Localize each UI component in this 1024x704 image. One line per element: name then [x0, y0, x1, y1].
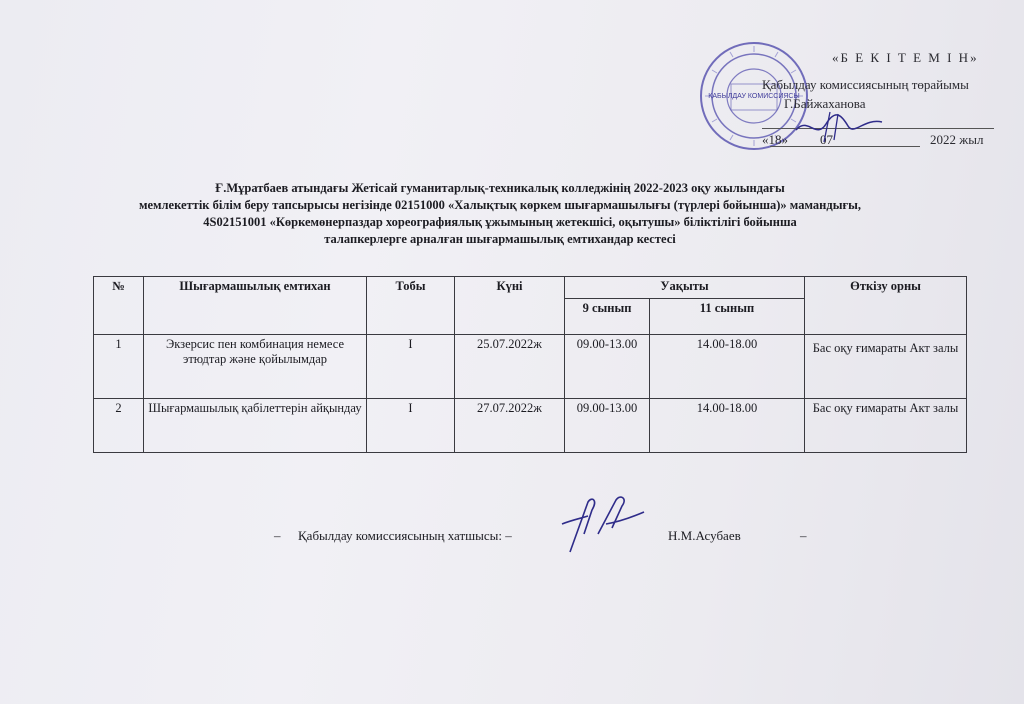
secretary-label: Қабылдау комиссиясының хатшысы: –	[298, 528, 512, 543]
cell-date: 25.07.2022ж	[455, 335, 565, 399]
title-line-4: талапкерлерге арналған шығармашылық емтихандар кестесі	[324, 232, 676, 246]
cell-group: I	[367, 399, 455, 453]
header-time: Уақыты	[565, 277, 805, 299]
approval-date-day: «18»	[762, 132, 788, 147]
approval-name: Г.Байжаханова	[784, 96, 866, 111]
cell-time-11: 14.00-18.00	[650, 399, 805, 453]
header-num: №	[94, 277, 144, 335]
cell-place: Бас оқу ғимараты Акт залы	[805, 399, 967, 453]
header-day: Күні	[455, 277, 565, 335]
cell-group: I	[367, 335, 455, 399]
cell-num: 2	[94, 399, 144, 453]
cell-exam: Шығармашылық қабілеттерін айқындау	[144, 399, 367, 453]
secretary-name: Н.М.Асубаев	[668, 528, 741, 543]
cell-date: 27.07.2022ж	[455, 399, 565, 453]
header-exam: Шығармашылық емтихан	[144, 277, 367, 335]
approval-date-year: 2022 жыл	[930, 132, 984, 147]
cell-num: 1	[94, 335, 144, 399]
approval-heading: «Б Е К І Т Е М І Н»	[832, 50, 979, 65]
title-line-1: Ғ.Мұратбаев атындағы Жетісай гуманитарлық-техникалық колледжінің 2022-2023 оқу жылындағы	[215, 181, 785, 195]
cell-time-11: 14.00-18.00	[650, 335, 805, 399]
document-title	[60, 180, 940, 248]
exam-schedule-table	[93, 276, 967, 453]
footer-dash-end: –	[800, 528, 807, 543]
approval-signature	[790, 96, 890, 156]
table-row	[94, 335, 967, 399]
stamp-text: ҚАБЫЛДАУ КОМИССИЯСЫ	[708, 93, 800, 100]
title-line-3: 4S02151001 «Көркемөнерпаздар хореографиялық ұжымының жетекшісі, оқытушы» біліктілігі бойынша	[203, 215, 797, 229]
header-grade-9: 9 сынып	[565, 299, 650, 335]
header-grade-11: 11 сынып	[650, 299, 805, 335]
approval-date-month: 07	[820, 132, 833, 147]
title-line-2: мемлекеттік білім беру тапсырысы негізінде 02151000 «Халықтық көркем шығармашылығы (түрлері бойынша)» мамандығы,	[138, 198, 862, 212]
cell-place: Бас оқу ғимараты Акт залы	[805, 335, 967, 399]
cell-time-9: 09.00-13.00	[565, 335, 650, 399]
header-place: Өткізу орны	[805, 277, 967, 335]
header-group: Тобы	[367, 277, 455, 335]
cell-exam: Экзерсис пен комбинация немесе этюдтар және қойылымдар	[144, 335, 367, 399]
approval-position: Қабылдау комиссиясының төрайымы	[762, 77, 969, 92]
footer-signature-row	[0, 528, 1024, 568]
footer-dash: –	[274, 528, 281, 543]
cell-time-9: 09.00-13.00	[565, 399, 650, 453]
table-row	[94, 399, 967, 453]
